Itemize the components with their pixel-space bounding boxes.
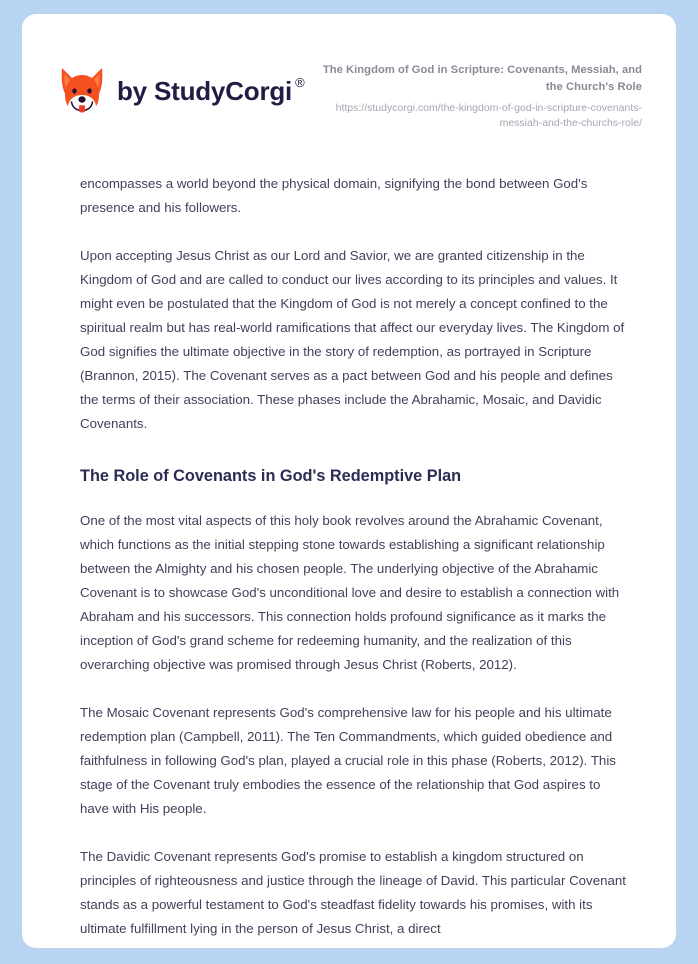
document-sheet	[22, 14, 676, 948]
paragraph-mosaic: The Mosaic Covenant represents God's comprehensive law for his people and his ultimate redemption plan (Campbell, 2011). The Ten Commandments, which guided obedience and faithfulness in following God's plan, played a crucial role in this phase (Roberts, 2012). This stage of the Covenant truly embodies the essence of the relationship that God aspires to have with His people.	[80, 705, 616, 817]
document-meta	[312, 60, 642, 132]
registered-trademark-icon: ®	[295, 74, 305, 90]
paragraph-abrahamic: One of the most vital aspects of this holy book revolves around the Abrahamic Covenant, which functions as the initial stepping stone towards establishing a significant relationship between the Almighty and his chosen people. The underlying objective of the Abrahamic Covenant is to showcase God's unconditional love and desire to establish a connection with Abraham and his successors. This connection holds profound significance as it marks the inception of God's grand scheme for redeeming humanity, and the realization of this overarching objective was promised through Jesus Christ (Roberts, 2012).	[80, 513, 620, 673]
paragraph-continuation: encompasses a world beyond the physical domain, signifying the bond between God's presence and his followers.	[80, 176, 588, 216]
section-heading-covenants: The Role of Covenants in God's Redemptive Plan	[80, 467, 462, 486]
document-body	[22, 172, 676, 941]
brand-wordmark	[117, 76, 304, 107]
source-url[interactable]: https://studycorgi.com/the-kingdom-of-god-in-scripture-covenants-messiah-and-the-churchs-role/	[335, 101, 642, 130]
paragraph-citizenship: Upon accepting Jesus Christ as our Lord and Savior, we are granted citizenship in the Kingdom of God and are called to conduct our lives according to its principles and values. It might even be postulated that the Kingdom of God is not merely a concept confined to the spiritual realm but has real-world ramifications that affect our everyday lives. The Kingdom of God signifies the ultimate objective in the story of redemption, as portrayed in Scripture (Brannon, 2015). The Covenant serves as a pact between God and his people and defines the terms of their association. These phases include the Abrahamic, Mosaic, and Davidic Covenants.	[80, 248, 625, 432]
page-title: The Kingdom of God in Scripture: Covenants, Messiah, and the Church's Role	[322, 64, 642, 93]
corgi-head-icon	[58, 66, 106, 116]
paragraph-davidic: The Davidic Covenant represents God's promise to establish a kingdom structured on principles of righteousness and justice through the lineage of David. This particular Covenant stands as a powerful testament to God's steadfast fidelity towards his promises, with its ultimate fulfillment lying in the person of Jesus Christ, a direct	[80, 849, 626, 937]
studycorgi-branding[interactable]	[58, 60, 304, 116]
brand-wordmark-text: by StudyCorgi	[117, 75, 293, 106]
document-header	[22, 14, 676, 132]
